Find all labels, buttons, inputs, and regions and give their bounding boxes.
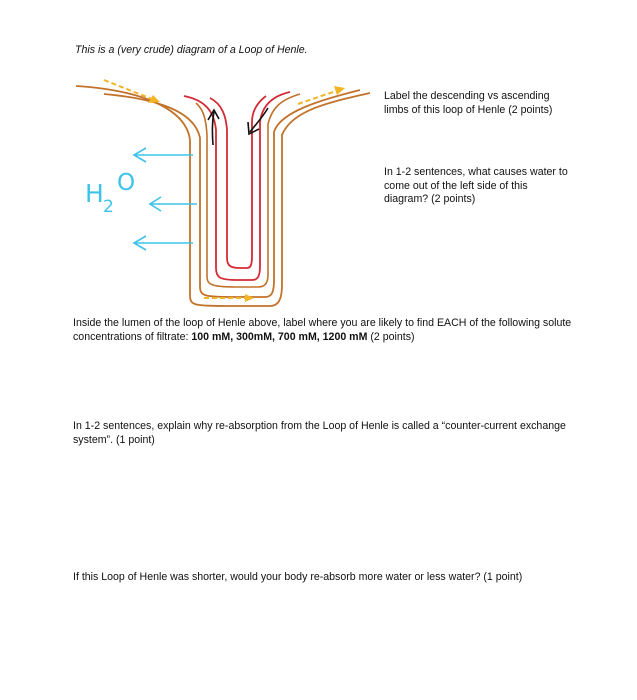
question-countercurrent: In 1-2 sentences, explain why re-absorption from the Loop of Henle is called a “counter-current exchange system”. (1 point) [73, 420, 566, 446]
question-shorter-loop: If this Loop of Henle was shorter, would your body re-absorb more water or less water? (1 point) [73, 571, 523, 583]
direction-arrow-icon [248, 108, 268, 134]
flow-arrow-icon [204, 294, 254, 302]
question-water-out: In 1-2 sentences, what causes water to come out of the left side of this diagram? (2 points) [384, 166, 568, 205]
tubule-outer-wall [76, 86, 370, 306]
question-solute-text: Inside the lumen of the loop of Henle above, label where you are likely to find EACH of the following solute concentrations of filtrate: [73, 317, 572, 343]
page-title: This is a (very crude) diagram of a Loop of Henle. [75, 44, 308, 56]
water-label: H 2 O [85, 170, 136, 217]
question-solute-points: (2 points) [367, 330, 415, 343]
flow-arrow-icon [104, 80, 160, 103]
question-solute-concentrations [73, 317, 573, 344]
question-label-limbs: Label the descending vs ascending limbs of this loop of Henle (2 points) [384, 90, 553, 116]
solute-values: 100 mM, 300mM, 700 mM, 1200 mM [191, 330, 368, 343]
water-arrow-icon [134, 148, 193, 162]
direction-arrow-icon [208, 110, 219, 145]
tubule-inner-wall [104, 90, 360, 297]
water-arrow-icon [134, 236, 193, 250]
